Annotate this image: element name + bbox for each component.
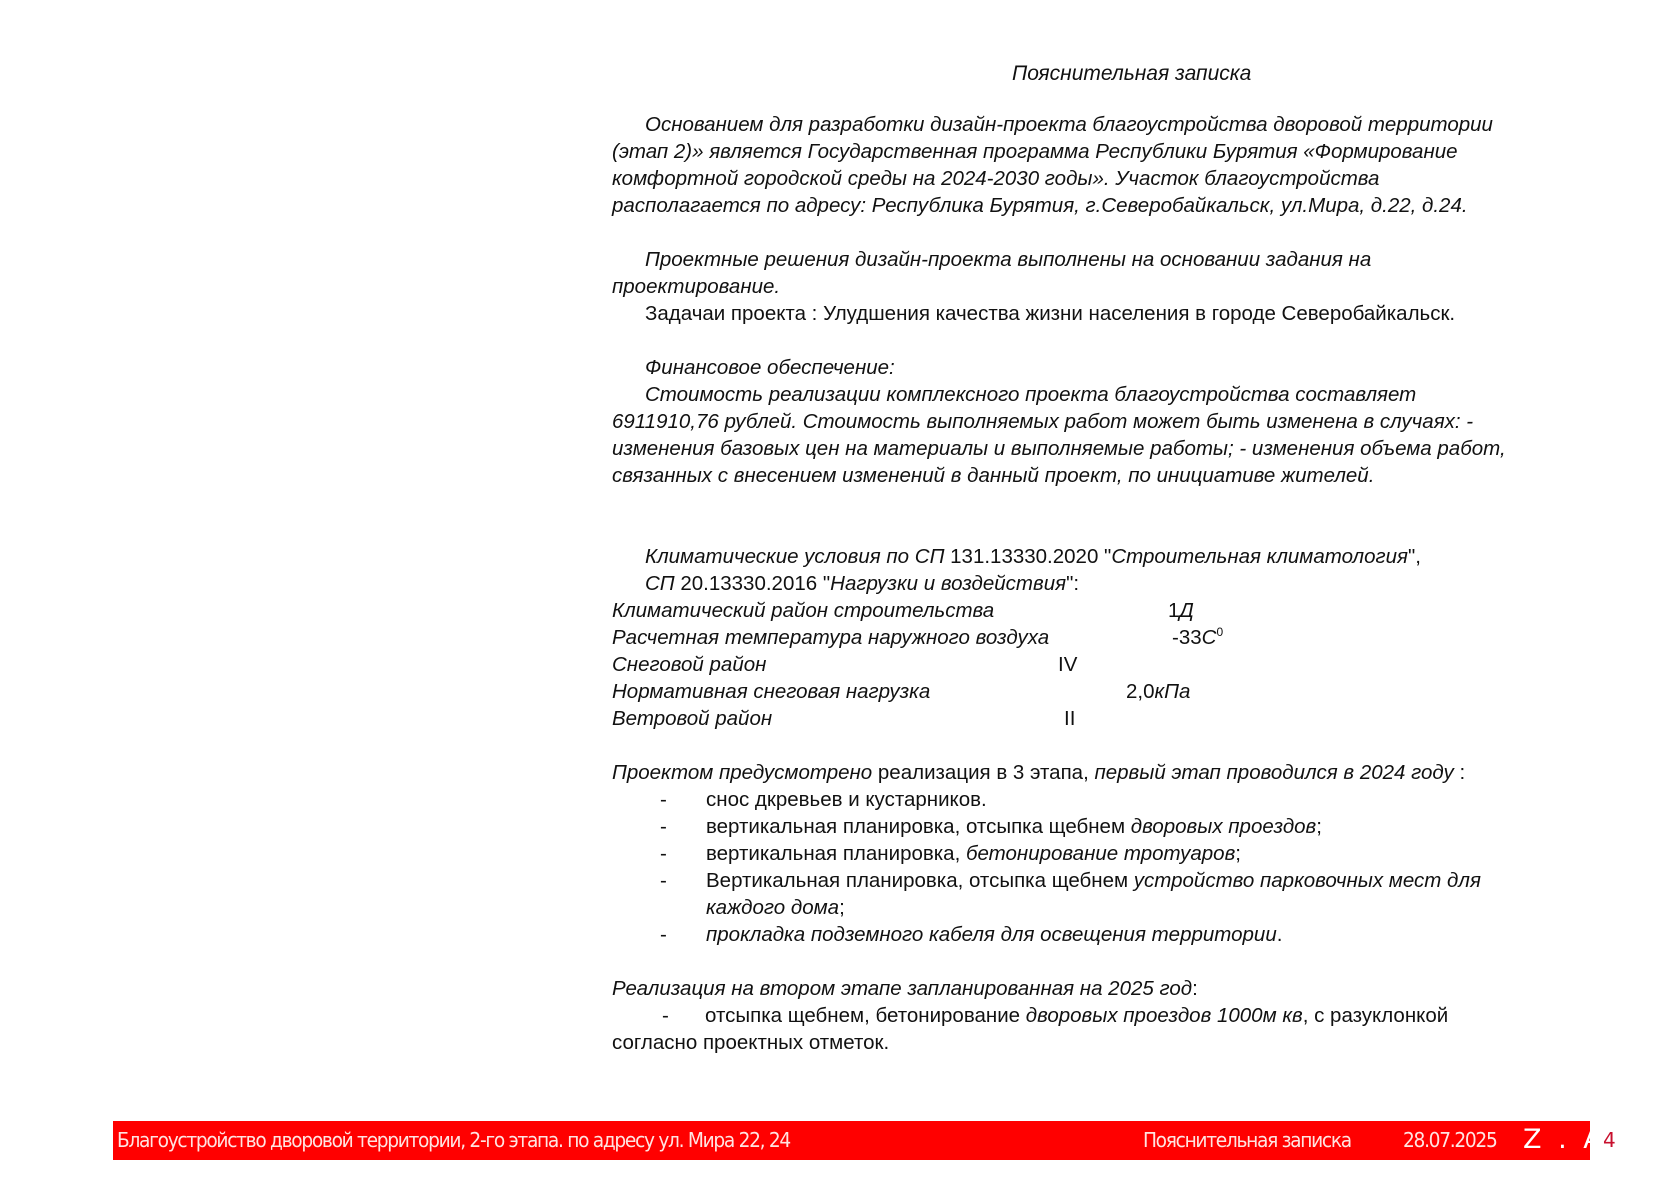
value-unit: кПа [1154, 680, 1191, 703]
text: , с разуклонкой [1302, 1004, 1449, 1027]
text: бетонирование тротуаров [965, 842, 1236, 865]
text: отсыпка щебнем, бетонирование [705, 1004, 1026, 1027]
text: прокладка подземного кабеля для освещения территории [706, 923, 1277, 946]
text: ": [1066, 572, 1080, 595]
climate-label: Климатический район строительства [612, 599, 995, 622]
text: реализация [877, 761, 991, 784]
value-number: 1 [1168, 599, 1180, 622]
value-unit: С [1201, 626, 1217, 649]
dash-bullet-icon: - [662, 1004, 669, 1027]
text-line: изменения базовых цен на материалы и выполняемые работы; - изменения объема работ, [612, 437, 1506, 460]
text: : [1192, 977, 1198, 1000]
text: Вертикальная планировка, отсыпка щебнем [706, 869, 1134, 892]
text-line: 6911910,76 рублей. Стоимость выполняемых работ может быть изменена в случаях: - [612, 410, 1474, 433]
text: Проектом предусмотрено [612, 761, 878, 784]
climate-label: Нормативная снеговая нагрузка [612, 680, 931, 703]
climate-value [1126, 678, 1190, 705]
text: СП [645, 572, 681, 595]
text: Климатические условия по СП [645, 545, 951, 568]
text: 131.13330.2020 " [950, 545, 1112, 568]
text-line: связанных с внесением изменений в данный проект, по инициативе жителей. [612, 464, 1375, 487]
text-line: Стоимость реализации комплексного проекта благоустройства составляет [645, 383, 1417, 406]
text-line: Задачаи проекта : Улудшения качества жизни населения в городе Северобайкальск. [645, 302, 1456, 325]
page-number: 4 [1603, 1128, 1616, 1152]
stages-intro [612, 759, 1465, 786]
dash-bullet-icon: - [660, 923, 667, 946]
text: в 3 этапа, [990, 761, 1095, 784]
dash-bullet-icon: - [660, 869, 667, 892]
text: устройство парковочных мест для [1133, 869, 1481, 892]
text: : [1453, 761, 1466, 784]
footer-project-title: Благоустройство дворовой территории, 2-го этапа. по адресу ул. Мира 22, 24 [117, 1128, 790, 1152]
climate-value [1168, 597, 1194, 624]
footer-bar [113, 1121, 1606, 1160]
value-number: 2,0 [1126, 680, 1155, 703]
footer-document-name: Пояснительная записка [1143, 1128, 1351, 1152]
footer-date: 28.07.2025 [1403, 1128, 1497, 1152]
list-item-text: снос дкревьев и кустарников. [706, 788, 987, 811]
text: первый этап проводился в 2024 году [1094, 761, 1454, 784]
text: дворовых проездов 1000м кв [1025, 1004, 1303, 1027]
list-item-continuation [706, 894, 845, 921]
list-item-text [705, 1002, 1448, 1029]
section-heading: Финансовое обеспечение: [645, 356, 895, 379]
text: ", [1407, 545, 1421, 568]
text: ; [1316, 815, 1322, 838]
list-item-text [706, 840, 1241, 867]
page-title: Пояснительная записка [1012, 62, 1252, 85]
value-superscript: 0 [1216, 625, 1224, 639]
value-number: -33 [1172, 626, 1202, 649]
text-line: Основанием для разработки дизайн-проекта благоустройства дворовой территории [645, 113, 1493, 136]
text: . [1276, 923, 1283, 946]
climate-label: Снеговой район [612, 653, 767, 676]
footer-logo: Z . A [1523, 1124, 1606, 1155]
text: Нагрузки и воздействия [830, 572, 1067, 595]
list-item-text [706, 921, 1282, 948]
text-line: согласно проектных отметок. [612, 1031, 890, 1054]
text: каждого дома [706, 896, 840, 919]
text-line: располагается по адресу: Республика Бурятия, г.Северобайкальск, ул.Мира, д.22, д.24. [612, 194, 1468, 217]
climate-value [1172, 624, 1223, 651]
text-line: Проектные решения дизайн-проекта выполнены на основании задания на [645, 248, 1372, 271]
climate-intro [645, 543, 1421, 570]
list-item-text [706, 813, 1322, 840]
climate-label: Расчетная температура наружного воздуха [612, 626, 1050, 649]
text: ; [839, 896, 845, 919]
list-item-text [706, 867, 1481, 894]
value-unit: Д [1179, 599, 1194, 622]
text: ; [1235, 842, 1241, 865]
stage2-heading [612, 975, 1198, 1002]
text: вертикальная планировка, отсыпка щебнем [706, 815, 1131, 838]
climate-label: Ветровой район [612, 707, 773, 730]
text-line: комфортной городской среды на 2024-2030 годы». Участок благоустройства [612, 167, 1380, 190]
text: вертикальная планировка, [706, 842, 966, 865]
text-line: (этап 2)» является Государственная программа Республики Бурятия «Формирование [612, 140, 1458, 163]
text-line: проектирование. [612, 275, 781, 298]
climate-intro-2 [645, 570, 1079, 597]
dash-bullet-icon: - [660, 815, 667, 838]
climate-value: IV [1058, 653, 1078, 676]
dash-bullet-icon: - [660, 788, 667, 811]
text: дворовых проездов [1130, 815, 1317, 838]
dash-bullet-icon: - [660, 842, 667, 865]
text: Реализация на втором этапе запланированная на 2025 год [612, 977, 1193, 1000]
text: Строительная климатология [1111, 545, 1408, 568]
climate-value: II [1064, 707, 1076, 730]
text: 20.13330.2016 " [680, 572, 831, 595]
